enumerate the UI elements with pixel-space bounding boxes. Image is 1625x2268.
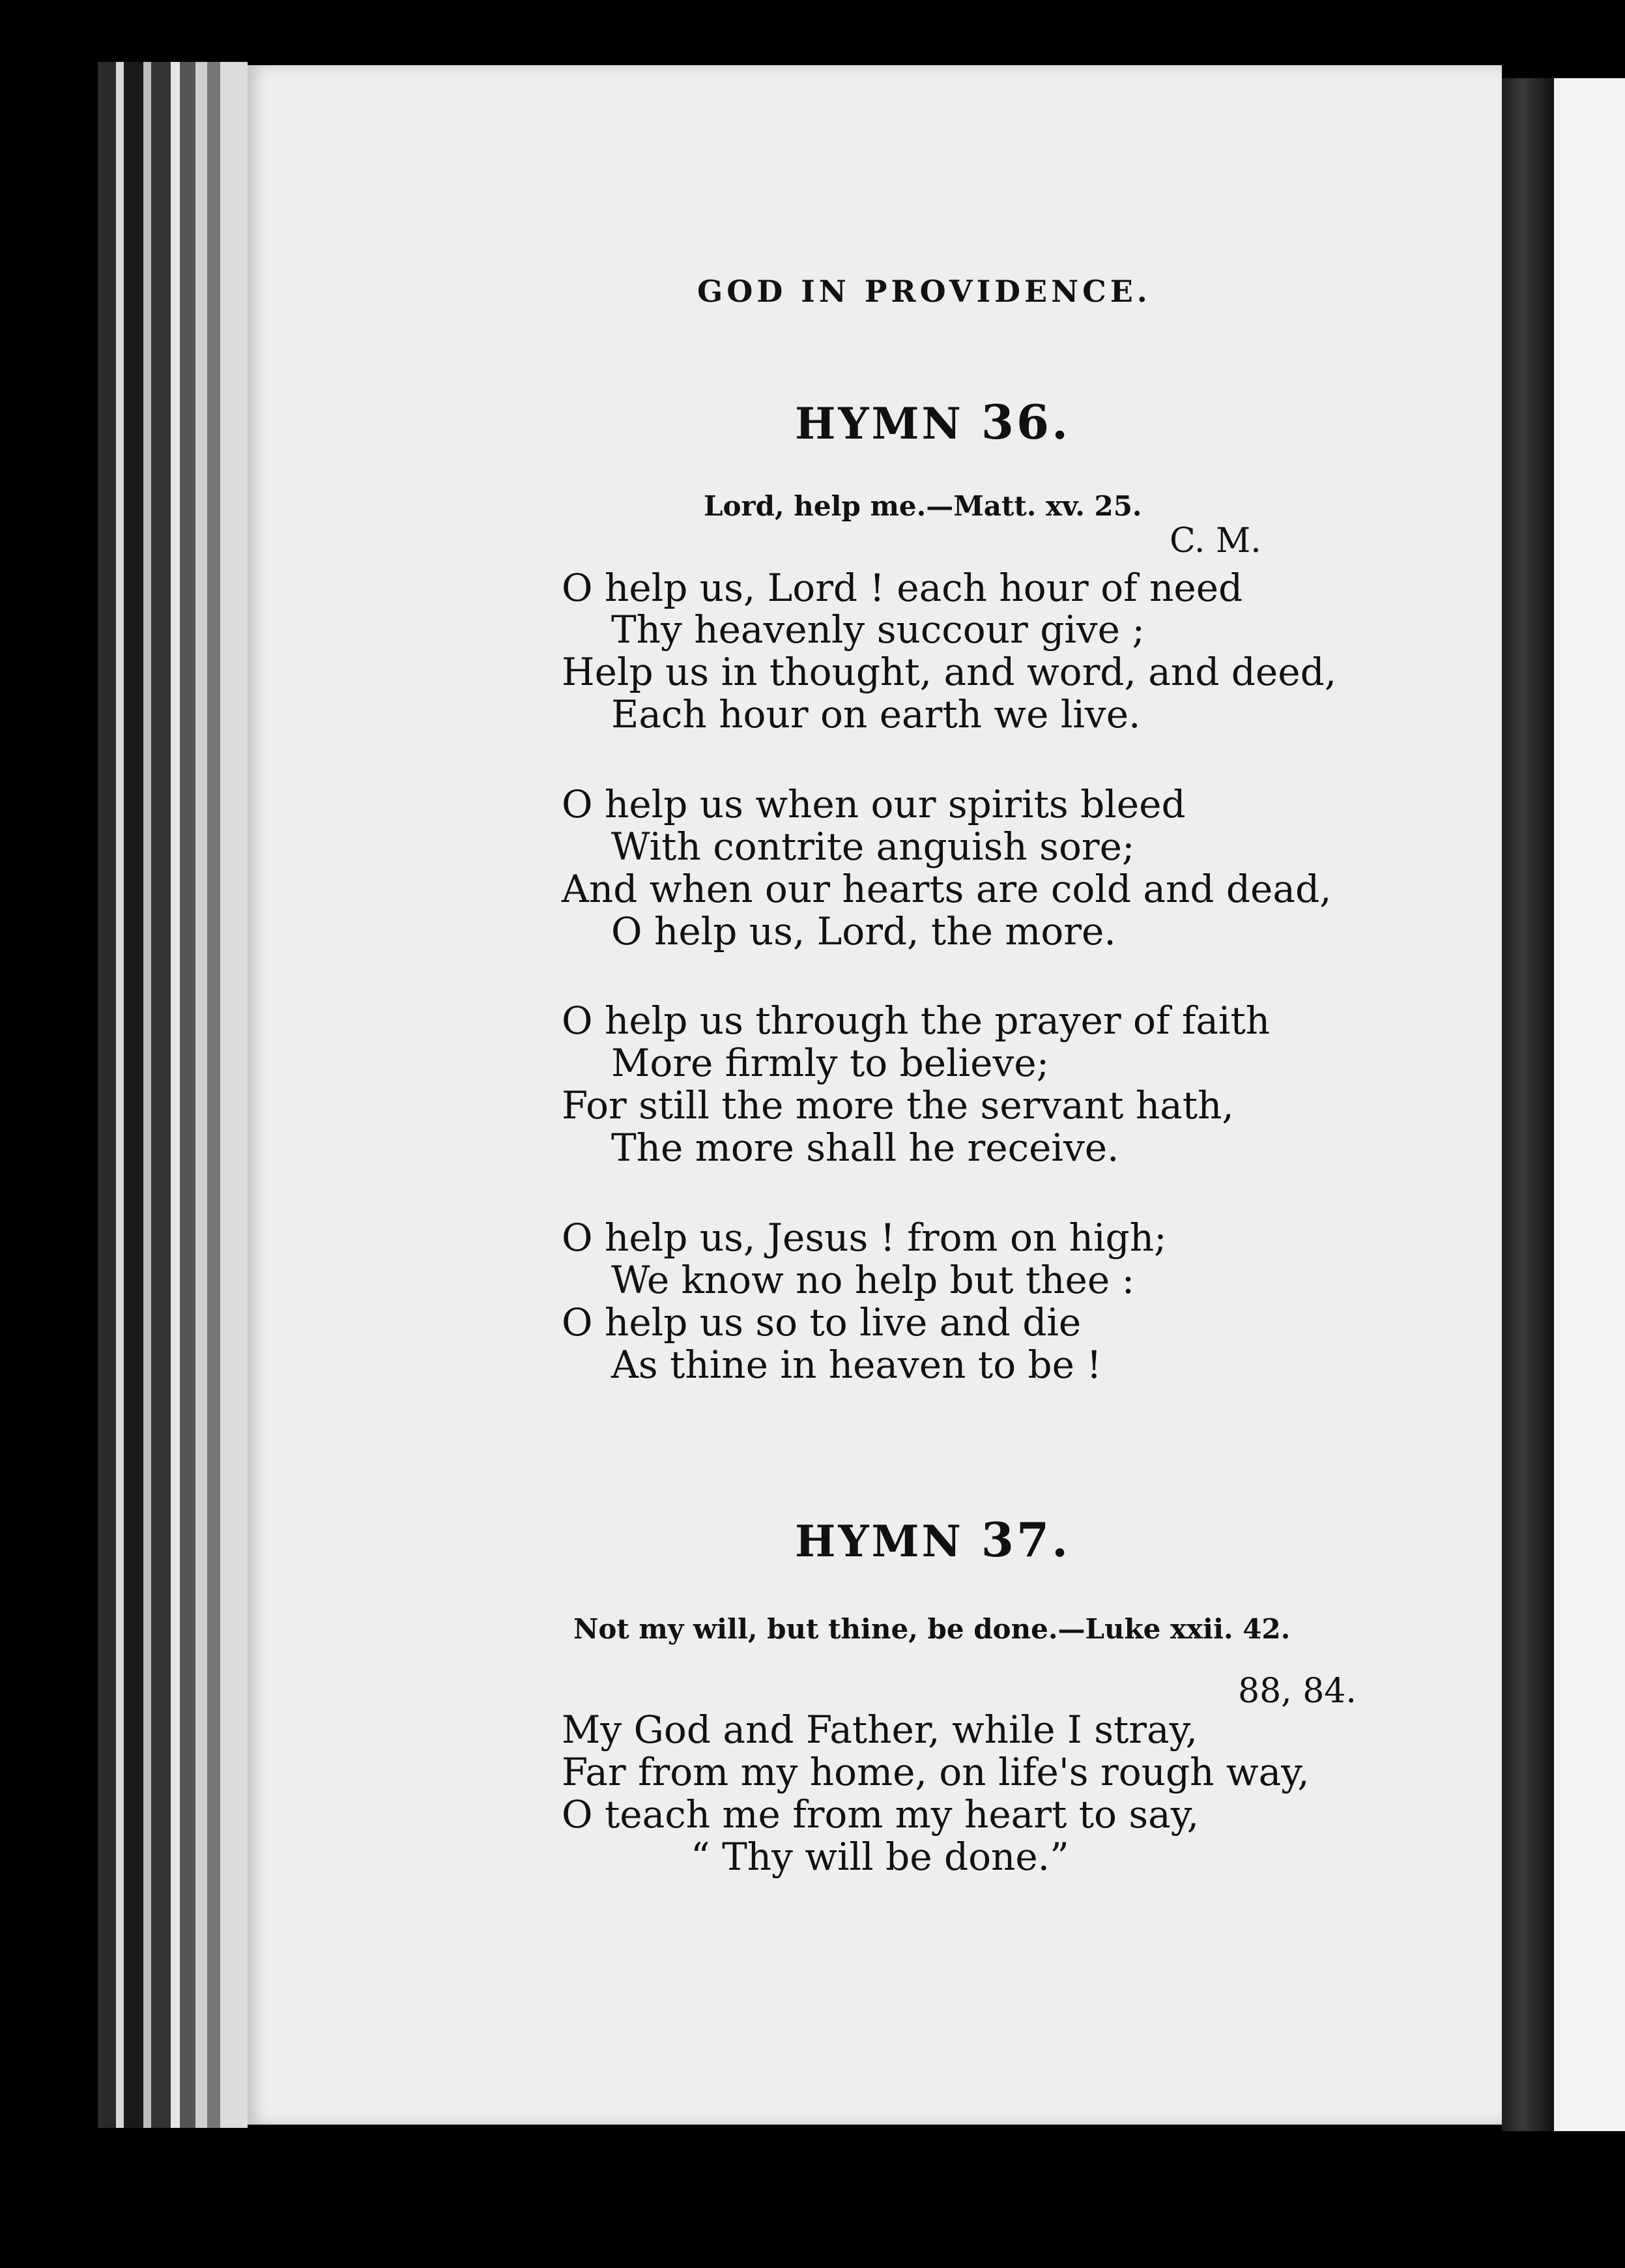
stanza-line: Help us in thought, and word, and deed,	[562, 650, 1337, 694]
stanza-line: O help us when our spirits bleed	[562, 782, 1186, 826]
facing-page-edge	[1554, 78, 1625, 2131]
running-head: GOD IN PROVIDENCE.	[697, 274, 1151, 309]
stanza-line: “ Thy will be done.”	[691, 1835, 1069, 1879]
stanza-line: More firmly to believe;	[611, 1041, 1050, 1085]
stanza-line: And when our hearts are cold and dead,	[562, 867, 1332, 911]
hymn-36-title	[795, 394, 1071, 450]
stanza-line: O teach me from my heart to say,	[562, 1792, 1200, 1837]
stanza-line: O help us through the prayer of faith	[562, 998, 1271, 1043]
hymn-37-scripture: Not my will, but thine, be done.—Luke xxii. 42.	[573, 1613, 1291, 1645]
hymn-label: HYMN	[795, 398, 964, 449]
stanza-line: O help us so to live and die	[562, 1300, 1082, 1345]
stanza-line: O help us, Jesus ! from on high;	[562, 1215, 1167, 1260]
stanza-line: With contrite anguish sore;	[611, 824, 1135, 869]
stanza-line: We know no help but thee :	[611, 1258, 1135, 1302]
stanza-line: O help us, Lord ! each hour of need	[562, 566, 1243, 610]
stanza-line: Each hour on earth we live.	[611, 692, 1141, 736]
hymn-36-meter: C. M.	[1170, 521, 1261, 560]
hymn-number: 36.	[981, 394, 1071, 450]
hymn-36-scripture: Lord, help me.—Matt. xv. 25.	[704, 490, 1142, 522]
hymn-label: HYMN	[795, 1516, 964, 1567]
stanza-line: The more shall he receive.	[611, 1126, 1119, 1170]
hymn-37-title	[795, 1512, 1071, 1567]
stanza-line: Thy heavenly succour give ;	[611, 607, 1145, 652]
stanza-line: O help us, Lord, the more.	[611, 909, 1116, 953]
stanza-line: As thine in heaven to be !	[611, 1343, 1102, 1387]
page-edge-shadow	[1502, 78, 1554, 2131]
book-spine	[98, 62, 248, 2128]
hymn-number: 37.	[981, 1512, 1071, 1567]
hymn-37-meter: 88, 84.	[1238, 1672, 1357, 1711]
stanza-line: My God and Father, while I stray,	[562, 1708, 1198, 1752]
stanza-line: Far from my home, on life's rough way,	[562, 1750, 1310, 1794]
stanza-line: For still the more the servant hath,	[562, 1083, 1234, 1127]
